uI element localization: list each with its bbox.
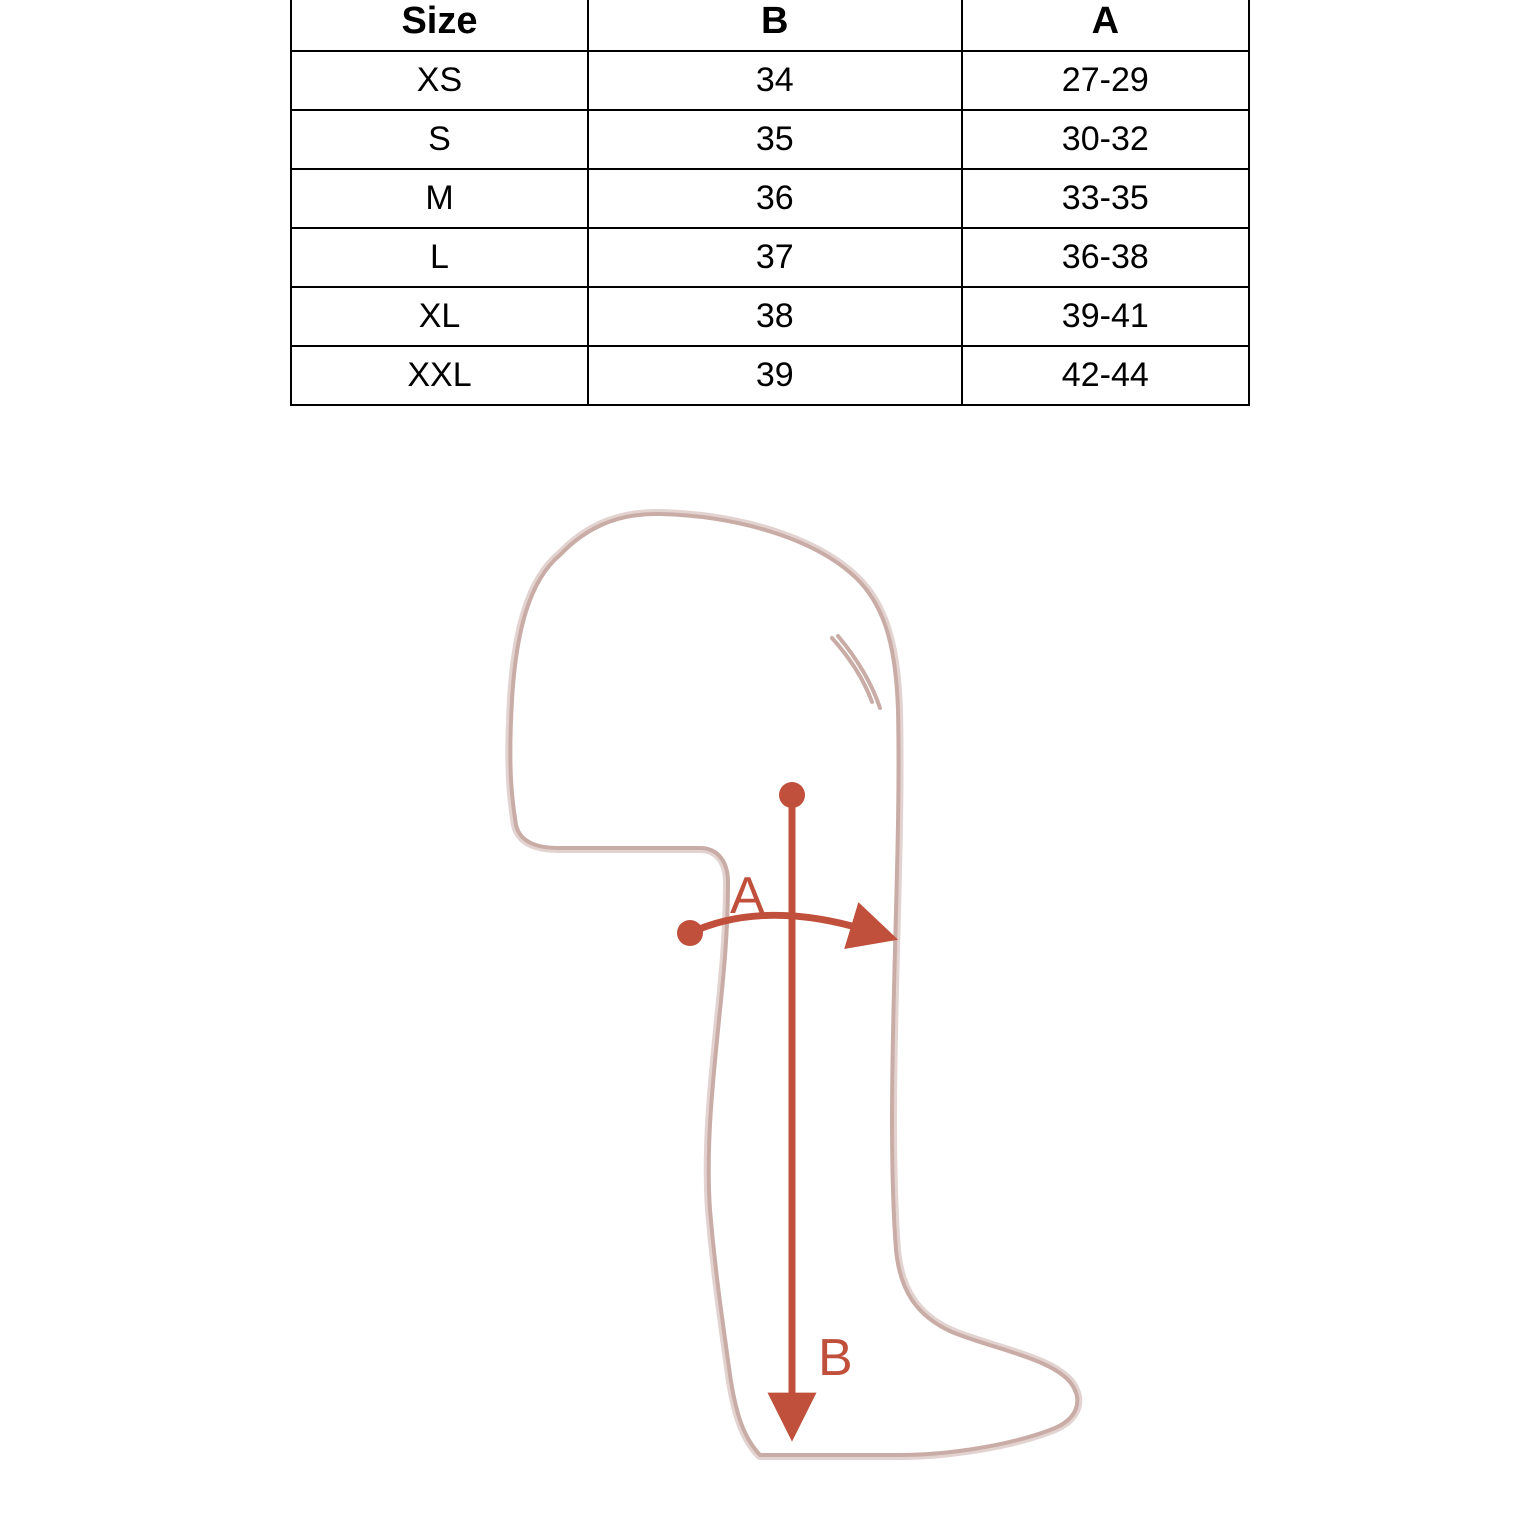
column-header-b: B — [588, 0, 962, 51]
table-row — [291, 110, 1249, 169]
cell-a: 42-44 — [962, 346, 1249, 405]
measurement-b-start-dot — [779, 782, 805, 808]
cell-size: L — [291, 228, 588, 287]
size-chart-table-container — [290, 0, 1250, 406]
table-header-row — [291, 0, 1249, 51]
column-header-a: A — [962, 0, 1249, 51]
cell-size: XXL — [291, 346, 588, 405]
cell-a: 39-41 — [962, 287, 1249, 346]
cell-a: 27-29 — [962, 51, 1249, 110]
cell-b: 37 — [588, 228, 962, 287]
table-row — [291, 51, 1249, 110]
table-row — [291, 169, 1249, 228]
size-chart-table — [290, 0, 1250, 406]
cell-size: XL — [291, 287, 588, 346]
cell-a: 33-35 — [962, 169, 1249, 228]
cell-b: 35 — [588, 110, 962, 169]
cell-a: 36-38 — [962, 228, 1249, 287]
leg-measurement-diagram — [0, 470, 1540, 1540]
measurement-a-label: A — [730, 867, 765, 925]
column-header-size: Size — [291, 0, 588, 51]
cell-size: S — [291, 110, 588, 169]
cell-b: 39 — [588, 346, 962, 405]
cell-size: M — [291, 169, 588, 228]
cell-a: 30-32 — [962, 110, 1249, 169]
cell-size: XS — [291, 51, 588, 110]
cell-b: 34 — [588, 51, 962, 110]
measurement-b-label: B — [818, 1329, 853, 1387]
table-row — [291, 228, 1249, 287]
cell-b: 36 — [588, 169, 962, 228]
table-row — [291, 287, 1249, 346]
measurement-a-start-dot — [677, 920, 703, 946]
table-row — [291, 346, 1249, 405]
cell-b: 38 — [588, 287, 962, 346]
